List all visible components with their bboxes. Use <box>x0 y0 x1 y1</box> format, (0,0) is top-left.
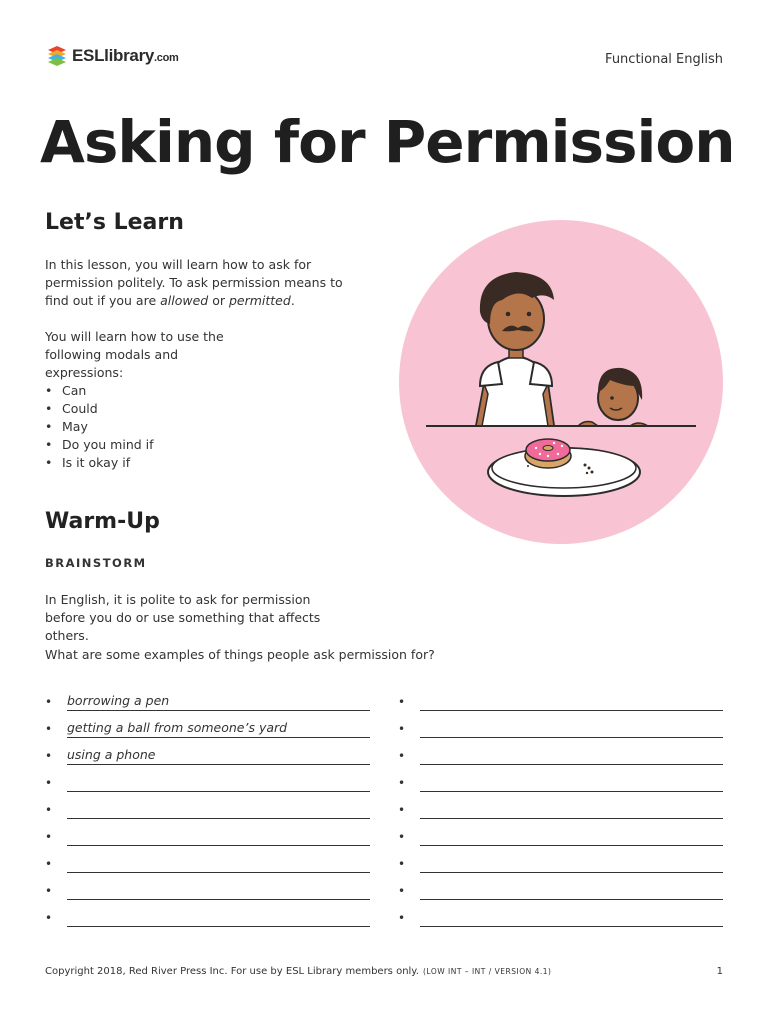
answer-line[interactable] <box>420 693 723 711</box>
answer-row: • <box>45 792 370 819</box>
answer-row: • <box>398 765 723 792</box>
permitted-word: permitted <box>228 293 291 308</box>
lets-learn-heading: Let’s Learn <box>45 210 184 235</box>
page-title: Asking for Permission <box>40 108 735 176</box>
answer-line[interactable] <box>420 909 723 927</box>
answer-row: • borrowing a pen <box>45 684 370 711</box>
answer-line[interactable] <box>67 855 370 873</box>
copyright-text: Copyright 2018, Red River Press Inc. For use by ESL Library members only. <box>45 966 419 977</box>
modals-intro: You will learn how to use the following modals and expressions: <box>45 329 224 380</box>
answer-row: • <box>398 711 723 738</box>
answer-line[interactable] <box>420 855 723 873</box>
list-item: • Do you mind if <box>45 436 154 454</box>
answer-row: • <box>398 846 723 873</box>
answer-row: • <box>45 900 370 927</box>
esl-library-logo[interactable] <box>45 44 179 68</box>
father-son-donut-illustration <box>398 214 724 550</box>
logo-text <box>72 46 179 66</box>
answer-row: • <box>45 765 370 792</box>
logo-esl: ESL <box>72 46 105 65</box>
logo-com: .com <box>154 52 179 64</box>
answer-line[interactable] <box>420 828 723 846</box>
answer-row: • <box>398 873 723 900</box>
lets-learn-intro <box>45 256 365 310</box>
list-item: • Could <box>45 400 154 418</box>
footer-copyright <box>45 966 551 977</box>
answer-row: • <box>45 819 370 846</box>
logo-stack-icon <box>45 44 69 68</box>
answer-column-right <box>398 684 723 927</box>
answer-line[interactable] <box>67 828 370 846</box>
logo-library: library <box>104 46 155 65</box>
answer-line[interactable]: getting a ball from someone’s yard <box>67 720 370 738</box>
period: . <box>290 293 295 308</box>
intro-text: In this lesson, you will learn how to ask for permission politely. To ask permission means to find out if you are <box>45 257 343 308</box>
answer-row: • <box>45 873 370 900</box>
list-item: • Can <box>45 382 154 400</box>
answer-row: • <box>398 684 723 711</box>
level-version: (LOW INT – INT / VERSION 4.1) <box>422 967 552 976</box>
answer-line[interactable]: using a phone <box>67 747 370 765</box>
answer-line[interactable]: borrowing a pen <box>67 693 370 711</box>
answer-column-left <box>45 684 370 927</box>
answer-row: • using a phone <box>45 738 370 765</box>
answer-row: • getting a ball from someone’s yard <box>45 711 370 738</box>
page-number: 1 <box>716 966 723 977</box>
answer-line[interactable] <box>67 909 370 927</box>
section-label: Functional English <box>605 52 723 67</box>
answer-row: • <box>398 819 723 846</box>
answer-row: • <box>45 846 370 873</box>
answer-line[interactable] <box>420 882 723 900</box>
answer-line[interactable] <box>420 774 723 792</box>
answer-line[interactable] <box>67 882 370 900</box>
warm-up-text: In English, it is polite to ask for permission before you do or use something that affects others. <box>45 592 321 643</box>
warm-up-heading: Warm-Up <box>45 509 160 534</box>
allowed-word: allowed <box>160 293 209 308</box>
answer-line[interactable] <box>67 774 370 792</box>
answer-line[interactable] <box>67 801 370 819</box>
answer-line[interactable] <box>420 801 723 819</box>
answer-row: • <box>398 900 723 927</box>
answer-line[interactable] <box>420 747 723 765</box>
answer-line[interactable] <box>420 720 723 738</box>
answer-row: • <box>398 792 723 819</box>
list-item: • Is it okay if <box>45 454 154 472</box>
warm-up-question: What are some examples of things people ask permission for? <box>45 647 435 662</box>
or-word: or <box>208 293 229 308</box>
brainstorm-label: BRAINSTORM <box>45 556 147 570</box>
list-item: • May <box>45 418 154 436</box>
modals-list <box>45 382 154 472</box>
answer-row: • <box>398 738 723 765</box>
